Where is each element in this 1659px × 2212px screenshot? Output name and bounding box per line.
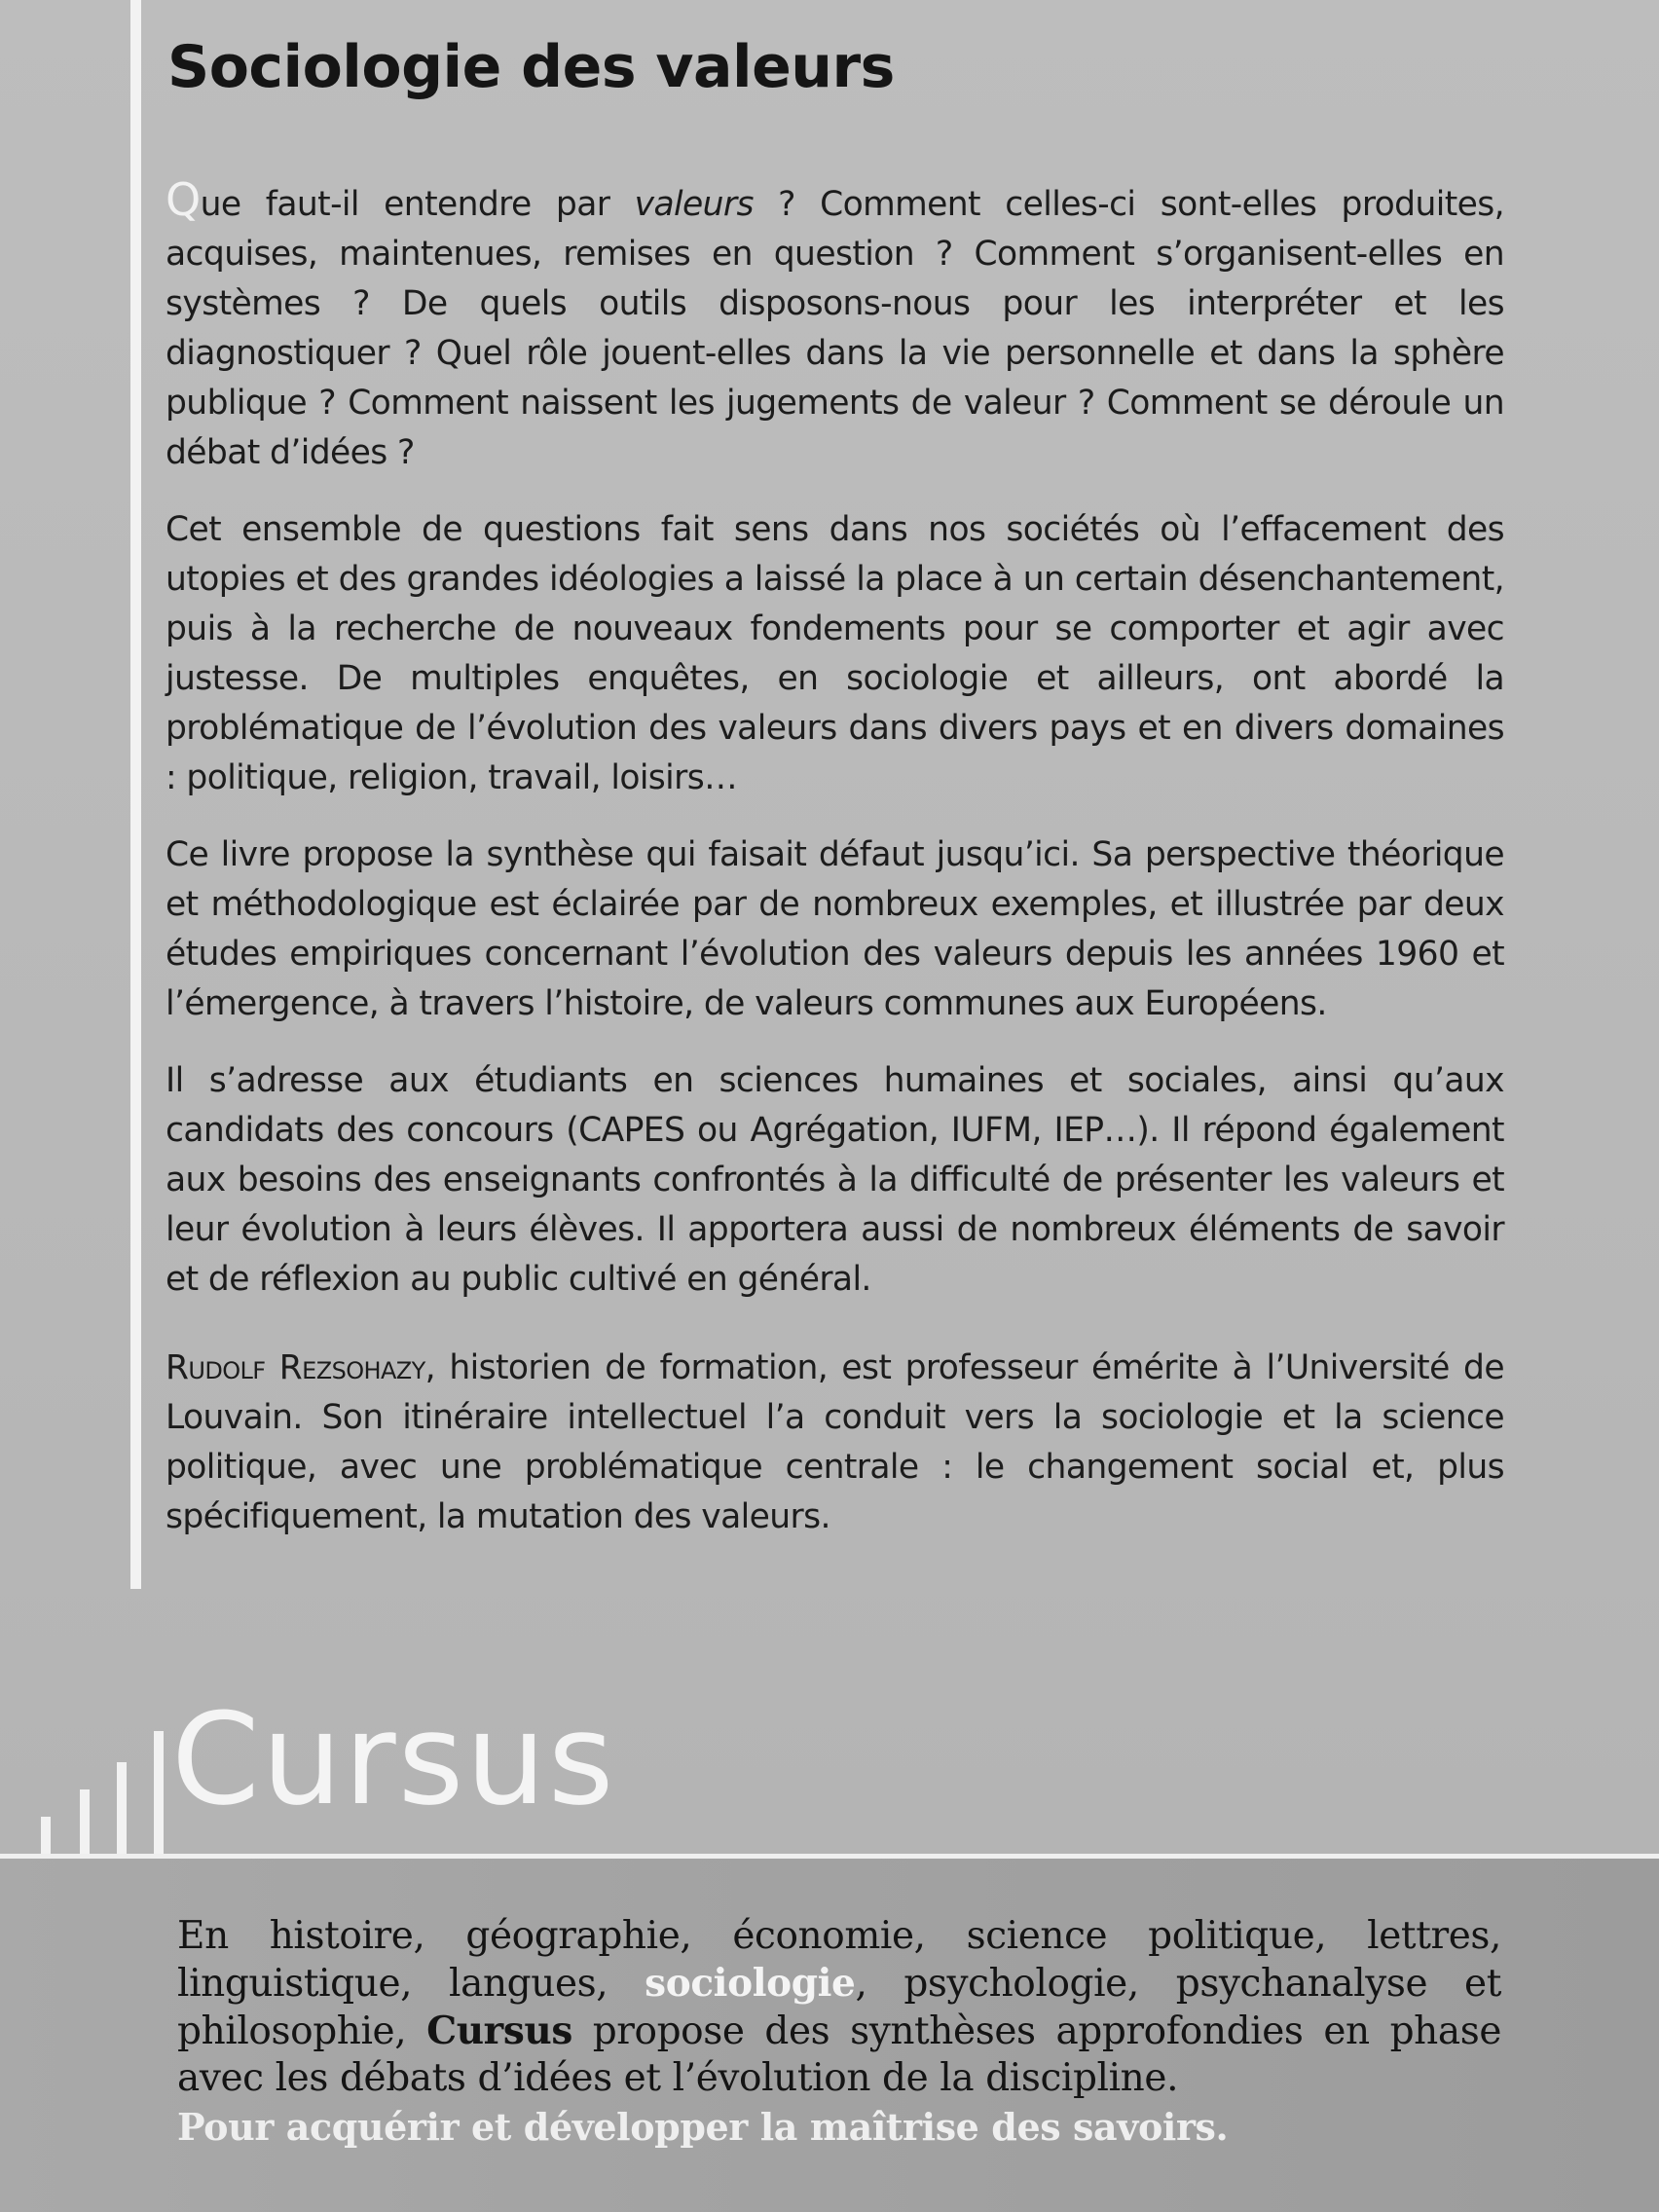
series-bold-name: Cursus [426,2009,572,2053]
author-bio: , historien de formation, est professeur émérite à l’Université de Louvain. Son itinéraire intellectuel l’a conduit vers la sociologie et la science politique, avec une problématique centrale : le changement social et, plus spécifiquement, la mutation des valeurs. [166,1348,1504,1536]
series-highlight: sociologie [645,1961,856,2006]
paragraph-author [166,1344,1504,1542]
series-logo-name: Cursus [171,1685,616,1833]
drop-initial: Q [166,173,201,226]
series-paragraph [177,1913,1501,2102]
paragraph-intro-emphasis: valeurs [634,185,754,224]
paragraph-intro-text-b: ? Comment celles-ci sont-elles produites, acquises, maintenues, remises en question ? Comment s’organisent-elles en systèmes ? De quels outils disposons-nous pour les interpréter et les diagnostiquer ? Quel rôle jouent-elles dans la vie personnelle et dans la sphère publique ? Comment naissent les jugements de valeur ? Comment se déroule un débat d’idées ? [166,185,1504,472]
book-title: Sociologie des valeurs [167,33,895,101]
blurb [166,175,1504,1569]
series-text-c: propose des synthèses approfondies en phase avec les débats d’idées et l’évolution de la discipline. [177,2009,1502,2100]
paragraph-intro-text-a: ue faut-il entendre par [200,185,635,224]
series-logo [0,1685,1659,1860]
logo-bars-icon [35,1714,171,1860]
series-description [177,1913,1501,2151]
series-text-b: , psychologie, psychanalyse et philosophie, [177,1962,1501,2053]
vertical-accent-rule [130,0,141,1589]
author-name: Rudolf Rezsohazy [166,1348,425,1387]
paragraph-intro [166,175,1504,478]
paragraph-synthesis: Ce livre propose la synthèse qui faisait défaut jusqu’ici. Sa perspective théorique et méthodologique est éclairée par de nombreux exemples, et illustrée par deux études empiriques concernant l’évolution des valeurs depuis les années 1960 et l’émergence, à travers l’histoire, de valeurs communes aux Européens. [166,835,1504,1023]
paragraph-context: Cet ensemble de questions fait sens dans nos sociétés où l’effacement des utopies et des grandes idéologies a laissé la place à un certain désenchantement, puis à la recherche de nouveaux fondements pour se comporter et agir avec justesse. De multiples enquêtes, en sociologie et ailleurs, ont abordé la problématique de l’évolution des valeurs dans divers pays et en divers domaines : politique, religion, travail, loisirs… [166,510,1504,797]
paragraph-audience: Il s’adresse aux étudiants en sciences humaines et sociales, ainsi qu’aux candidats des concours (CAPES ou Agrégation, IUFM, IEP…). Il répond également aux besoins des enseignants confrontés à la difficulté de présenter les valeurs et leur évolution à leurs élèves. Il apportera aussi de nombreux éléments de savoir et de réflexion au public cultivé en général. [166,1061,1504,1299]
series-tagline: Pour acquérir et développer la maîtrise des savoirs. [177,2105,1229,2149]
series-text-a: En histoire, géographie, économie, science politique, lettres, linguistique, langues, [177,1914,1501,2006]
